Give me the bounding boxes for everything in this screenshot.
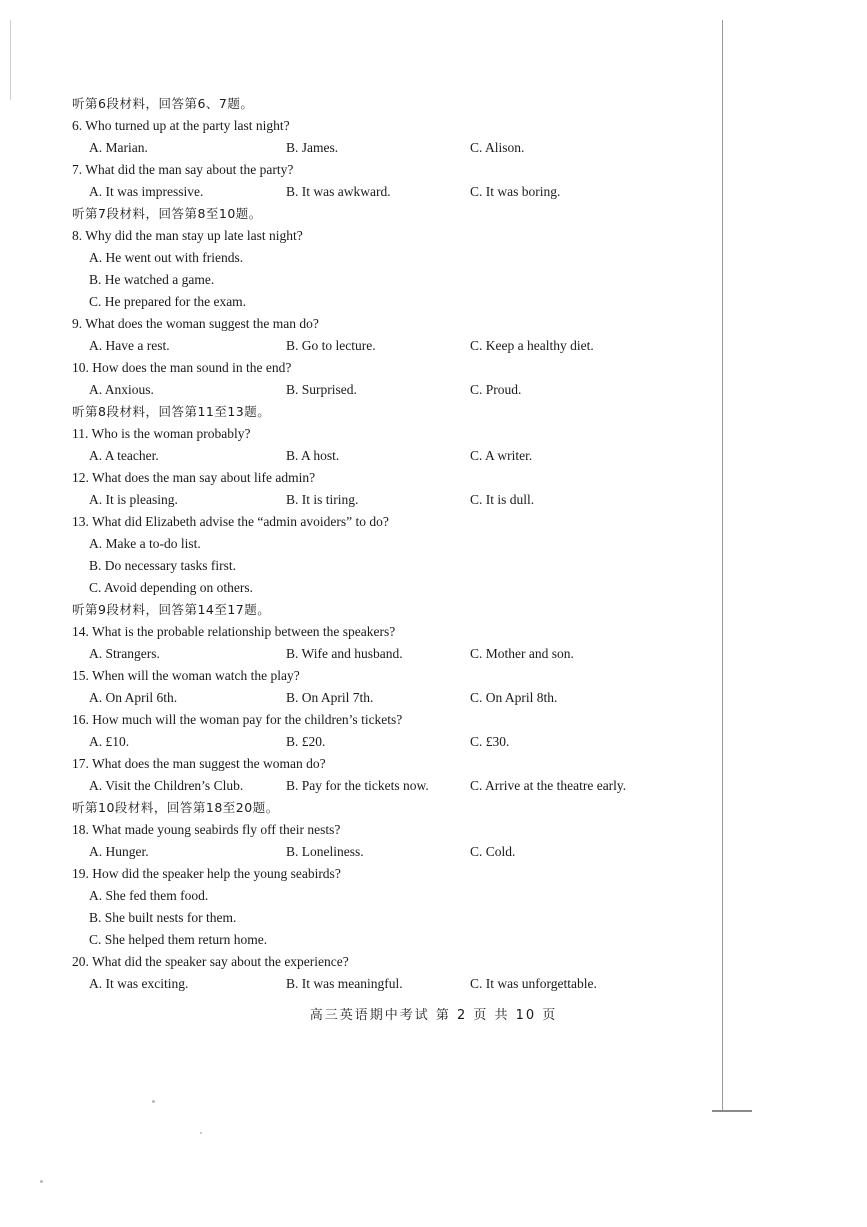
question-14: 14. What is the probable relationship between the speakers? (72, 624, 396, 639)
section-heading: 听第8段材料，回答第11至13题。 (72, 404, 271, 419)
option-a: A. Visit the Children’s Club. (89, 778, 244, 793)
question-6: 6. Who turned up at the party last night? (72, 118, 290, 133)
option-c: C. It was boring. (470, 184, 561, 199)
option-b: B. It is tiring. (286, 492, 359, 507)
option-b: B. She built nests for them. (89, 910, 237, 925)
option-b: B. Do necessary tasks first. (89, 558, 236, 573)
question-8: 8. Why did the man stay up late last night? (72, 228, 303, 243)
option-b: B. £20. (286, 734, 326, 749)
question-15: 15. When will the woman watch the play? (72, 668, 300, 683)
option-a: A. It was exciting. (89, 976, 189, 991)
question-12: 12. What does the man say about life admin? (72, 470, 316, 485)
question-11: 11. Who is the woman probably? (72, 426, 251, 441)
option-c: C. On April 8th. (470, 690, 558, 705)
option-a: A. £10. (89, 734, 130, 749)
option-c: C. Avoid depending on others. (89, 580, 253, 595)
option-b: B. It was awkward. (286, 184, 391, 199)
option-a: A. Marian. (89, 140, 148, 155)
scan-speck (200, 1132, 202, 1134)
option-b: B. Pay for the tickets now. (286, 778, 429, 793)
option-b: B. On April 7th. (286, 690, 374, 705)
section-heading: 听第9段材料，回答第14至17题。 (72, 602, 271, 617)
question-18: 18. What made young seabirds fly off their nests? (72, 822, 341, 837)
option-a: A. Anxious. (89, 382, 154, 397)
option-c: C. It was unforgettable. (470, 976, 597, 991)
question-17: 17. What does the man suggest the woman do? (72, 756, 326, 771)
option-b: B. It was meaningful. (286, 976, 403, 991)
option-b: B. James. (286, 140, 339, 155)
question-16: 16. How much will the woman pay for the children’s tickets? (72, 712, 403, 727)
option-c: C. Mother and son. (470, 646, 574, 661)
option-a: A. He went out with friends. (89, 250, 244, 265)
option-a: A. Have a rest. (89, 338, 170, 353)
option-b: B. He watched a game. (89, 272, 215, 287)
question-13: 13. What did Elizabeth advise the “admin avoiders” to do? (72, 514, 389, 529)
scan-speck (152, 1100, 155, 1103)
question-10: 10. How does the man sound in the end? (72, 360, 292, 375)
section-heading: 听第10段材料，回答第18至20题。 (72, 800, 279, 815)
option-a: A. She fed them food. (89, 888, 209, 903)
question-7: 7. What did the man say about the party? (72, 162, 294, 177)
option-c: C. £30. (470, 734, 510, 749)
question-9: 9. What does the woman suggest the man do? (72, 316, 319, 331)
option-b: B. A host. (286, 448, 340, 463)
question-20: 20. What did the speaker say about the experience? (72, 954, 349, 969)
option-c: C. A writer. (470, 448, 533, 463)
option-a: A. On April 6th. (89, 690, 178, 705)
option-c: C. Alison. (470, 140, 525, 155)
option-c: C. Arrive at the theatre early. (470, 778, 627, 793)
option-c: C. He prepared for the exam. (89, 294, 247, 309)
option-a: A. A teacher. (89, 448, 159, 463)
option-b: B. Loneliness. (286, 844, 364, 859)
option-a: A. Hunger. (89, 844, 149, 859)
scan-edge-line (722, 20, 723, 1110)
option-a: A. It is pleasing. (89, 492, 178, 507)
section-heading: 听第7段材料，回答第8至10题。 (72, 206, 262, 221)
option-a: A. Make a to-do list. (89, 536, 201, 551)
option-c: C. It is dull. (470, 492, 535, 507)
option-b: B. Wife and husband. (286, 646, 403, 661)
scan-edge-line (10, 20, 11, 100)
option-a: A. Strangers. (89, 646, 160, 661)
option-c: C. She helped them return home. (89, 932, 268, 947)
option-a: A. It was impressive. (89, 184, 204, 199)
section-heading: 听第6段材料，回答第6、7题。 (72, 96, 254, 111)
option-b: B. Surprised. (286, 382, 357, 397)
page-footer: 高三英语期中考试 第 2 页 共 10 页 (309, 1008, 558, 1023)
option-b: B. Go to lecture. (286, 338, 376, 353)
option-c: C. Keep a healthy diet. (470, 338, 594, 353)
scan-mark (712, 1110, 752, 1112)
scan-speck (40, 1180, 43, 1183)
option-c: C. Cold. (470, 844, 516, 859)
question-19: 19. How did the speaker help the young seabirds? (72, 866, 341, 881)
option-c: C. Proud. (470, 382, 522, 397)
